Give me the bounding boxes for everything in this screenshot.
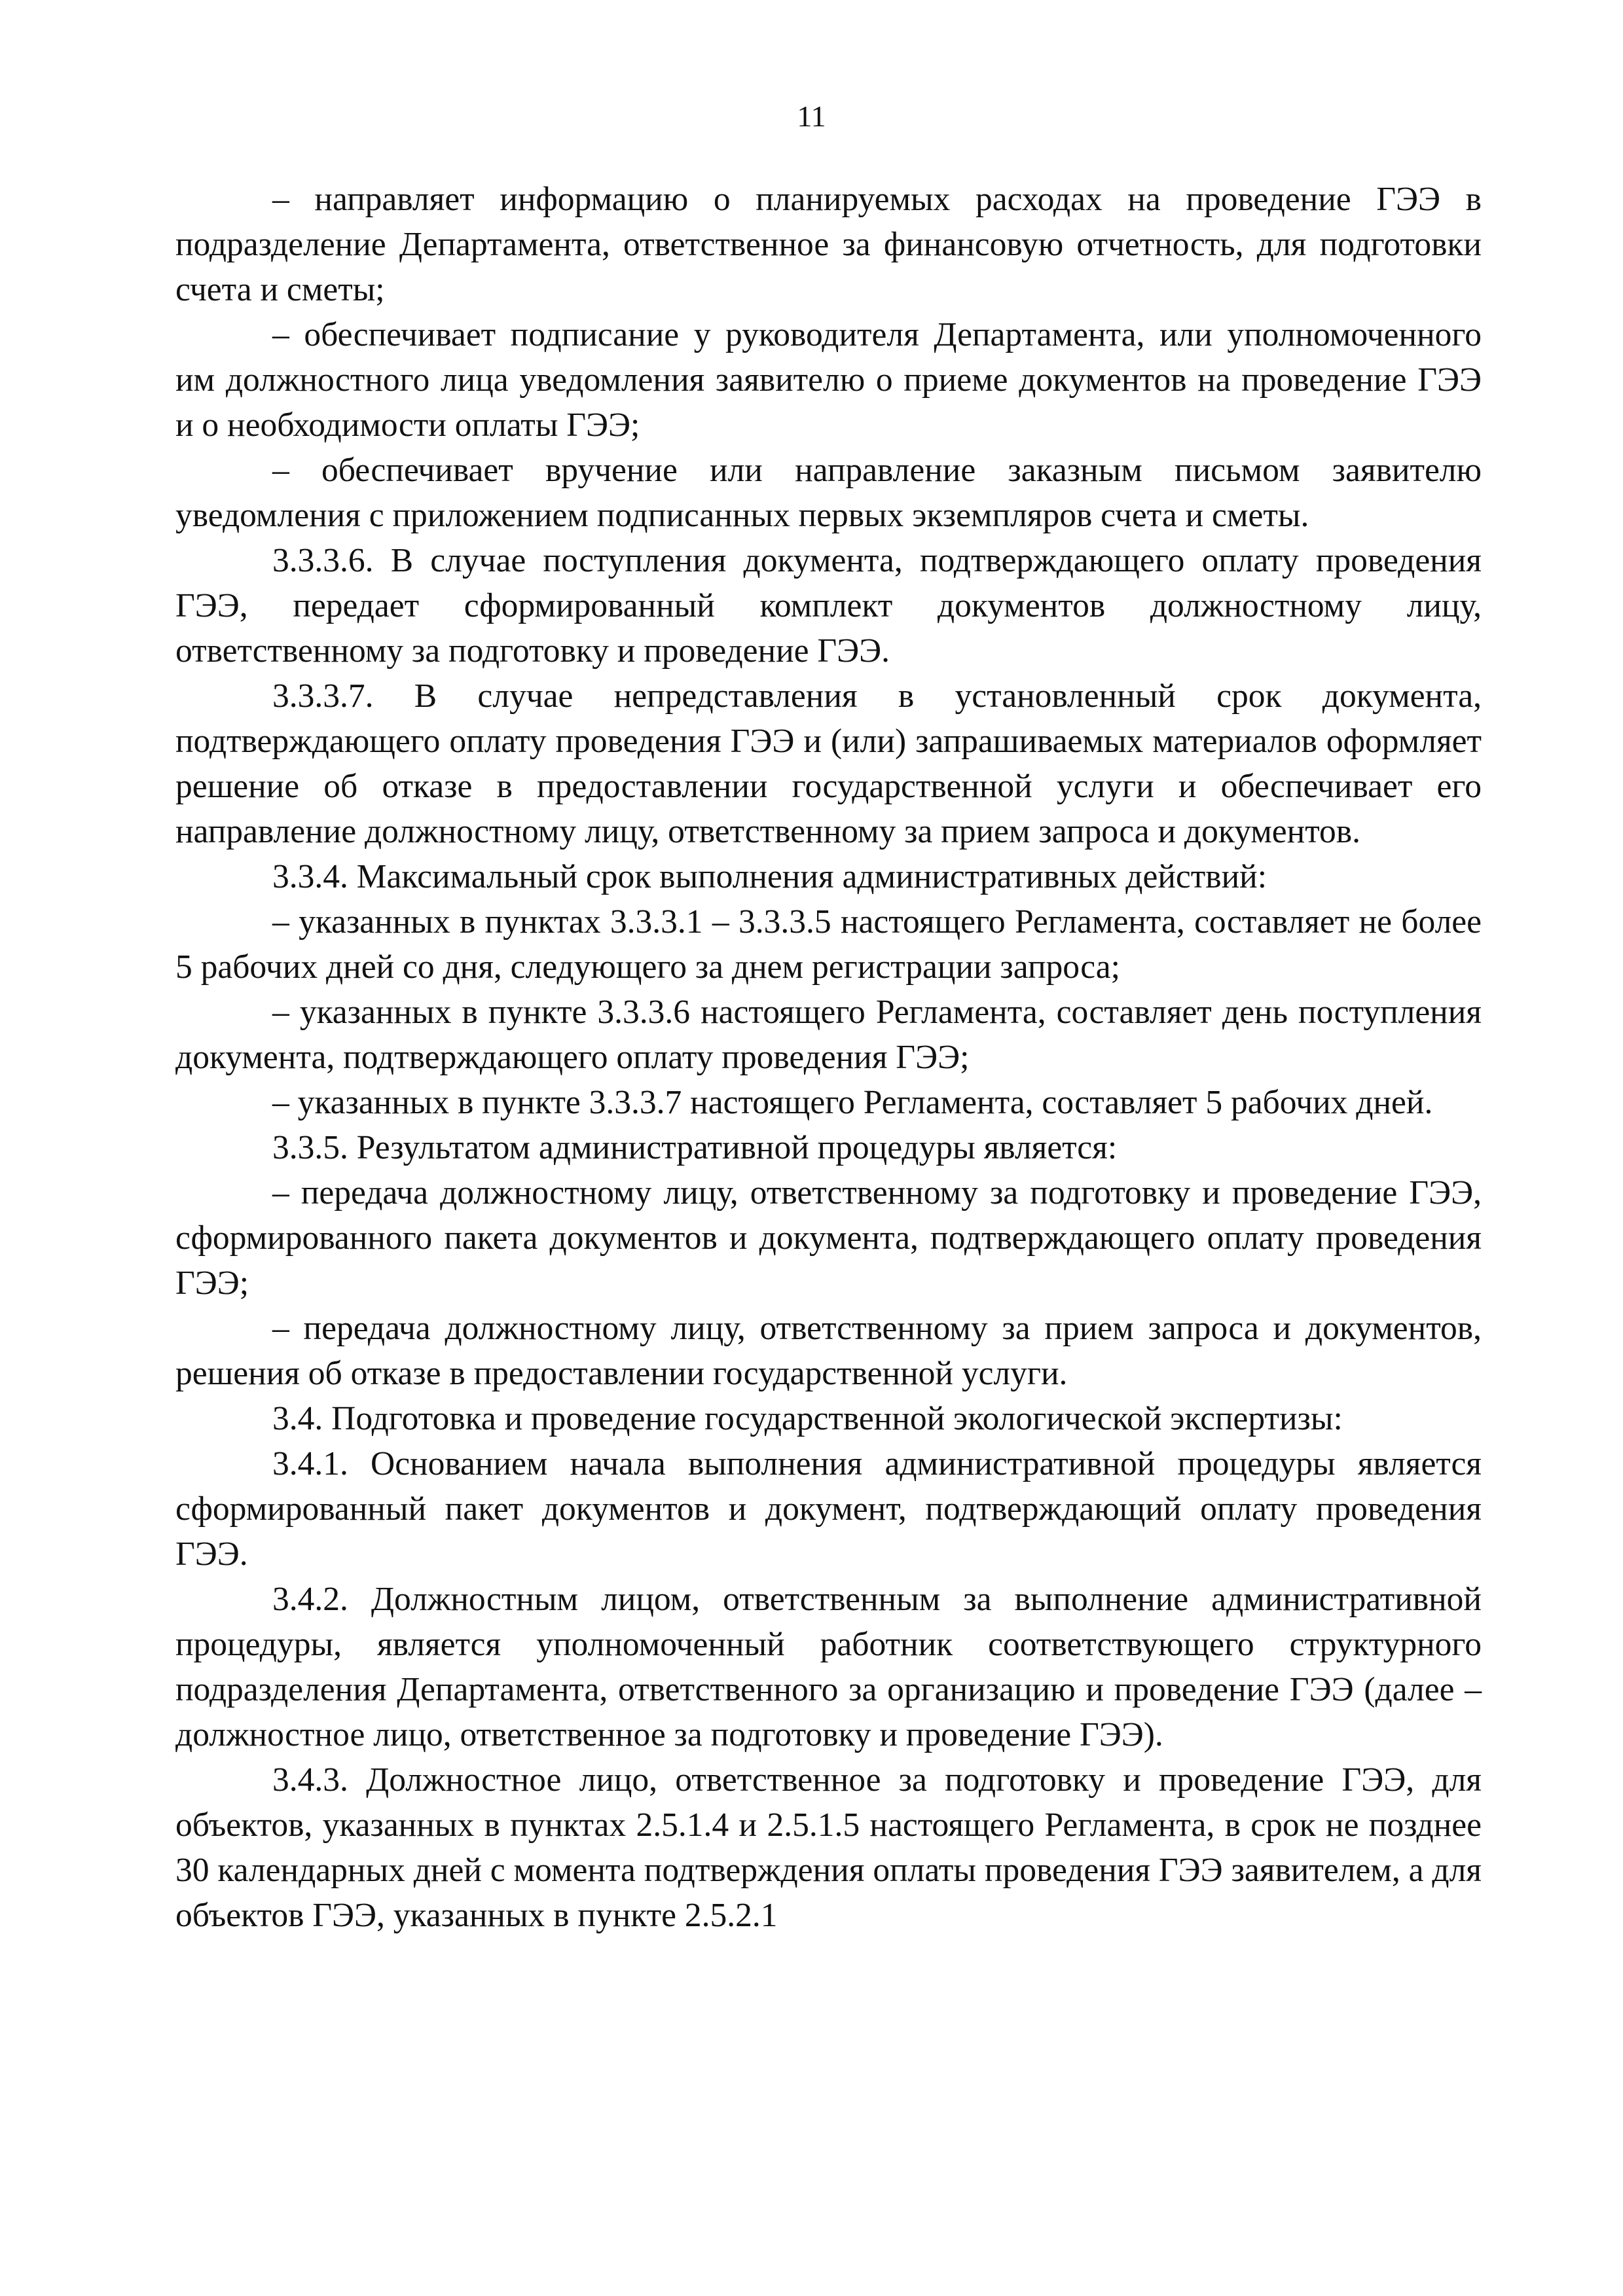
paragraph-ensure-delivery: – обеспечивает вручение или направление заказным письмом заявителю уведомления с приложением подписанных первых экземпляров счета и сметы. <box>175 452 1482 534</box>
paragraph-3-4-1: 3.4.1. Основанием начала выполнения административной процедуры является сформированный пакет документов и документ, подтверждающий оплату проведения ГЭЭ. <box>175 1445 1482 1573</box>
paragraph-3-3-5: 3.3.5. Результатом административной процедуры является: <box>272 1129 1118 1166</box>
paragraph-send-expense-info: – направляет информацию о планируемых расходах на проведение ГЭЭ в подразделение Департамента, ответственное за финансовую отчетность, для подготовки счета и сметы; <box>175 181 1482 308</box>
paragraph-3-3-4: 3.3.4. Максимальный срок выполнения административных действий: <box>272 858 1267 895</box>
paragraph-3-3-3-6: 3.3.3.6. В случае поступления документа, подтверждающего оплату проведения ГЭЭ, передает сформированный комплект документов должностному лицу, ответственному за подготовку и проведение ГЭЭ. <box>175 542 1482 670</box>
paragraph-term-3-3-3-1-5: – указанных в пунктах 3.3.3.1 – 3.3.3.5 настоящего Регламента, составляет не более 5 рабочих дней со дня, следующего за днем регистрации запроса; <box>175 903 1482 986</box>
paragraph-3-3-3-7: 3.3.3.7. В случае непредставления в установленный срок документа, подтверждающего оплату проведения ГЭЭ и (или) запрашиваемых материалов оформляет решение об отказе в предоставлении государственной услуги и обеспечивает его направление должностному лицу, ответственному за прием запроса и документов. <box>175 677 1482 850</box>
paragraph-result-transfer-refusal: – передача должностному лицу, ответственному за прием запроса и документов, решения об отказе в предоставлении государственной услуги. <box>175 1310 1482 1392</box>
paragraph-3-4-2: 3.4.2. Должностным лицом, ответственным за выполнение административной процедуры, является уполномоченный работник соответствующего структурного подразделения Департамента, ответственного за организацию и проведение ГЭЭ (далее – должностное лицо, ответственное за подготовку и проведение ГЭЭ). <box>175 1581 1482 1753</box>
paragraph-term-3-3-3-6: – указанных в пункте 3.3.3.6 настоящего Регламента, составляет день поступления документа, подтверждающего оплату проведения ГЭЭ; <box>175 994 1482 1076</box>
document-body <box>175 177 1482 1938</box>
paragraph-ensure-signing: – обеспечивает подписание у руководителя Департамента, или уполномоченного им должностного лица уведомления заявителю о приеме документов на проведение ГЭЭ и о необходимости оплаты ГЭЭ; <box>175 316 1482 444</box>
paragraph-result-transfer-package: – передача должностному лицу, ответственному за подготовку и проведение ГЭЭ, сформированного пакета документов и документа, подтверждающего оплату проведения ГЭЭ; <box>175 1174 1482 1302</box>
paragraph-3-4-3: 3.4.3. Должностное лицо, ответственное за подготовку и проведение ГЭЭ, для объектов, указанных в пунктах 2.5.1.4 и 2.5.1.5 настоящего Регламента, в срок не позднее 30 календарных дней с момента подтверждения оплаты проведения ГЭЭ заявителем, а для объектов ГЭЭ, указанных в пункте 2.5.2.1 <box>175 1761 1482 1934</box>
page-number: 11 <box>797 99 826 133</box>
paragraph-3-4-heading: 3.4. Подготовка и проведение государственной экологической экспертизы: <box>272 1400 1343 1437</box>
paragraph-term-3-3-3-7: – указанных в пункте 3.3.3.7 настоящего Регламента, составляет 5 рабочих дней. <box>272 1084 1433 1121</box>
